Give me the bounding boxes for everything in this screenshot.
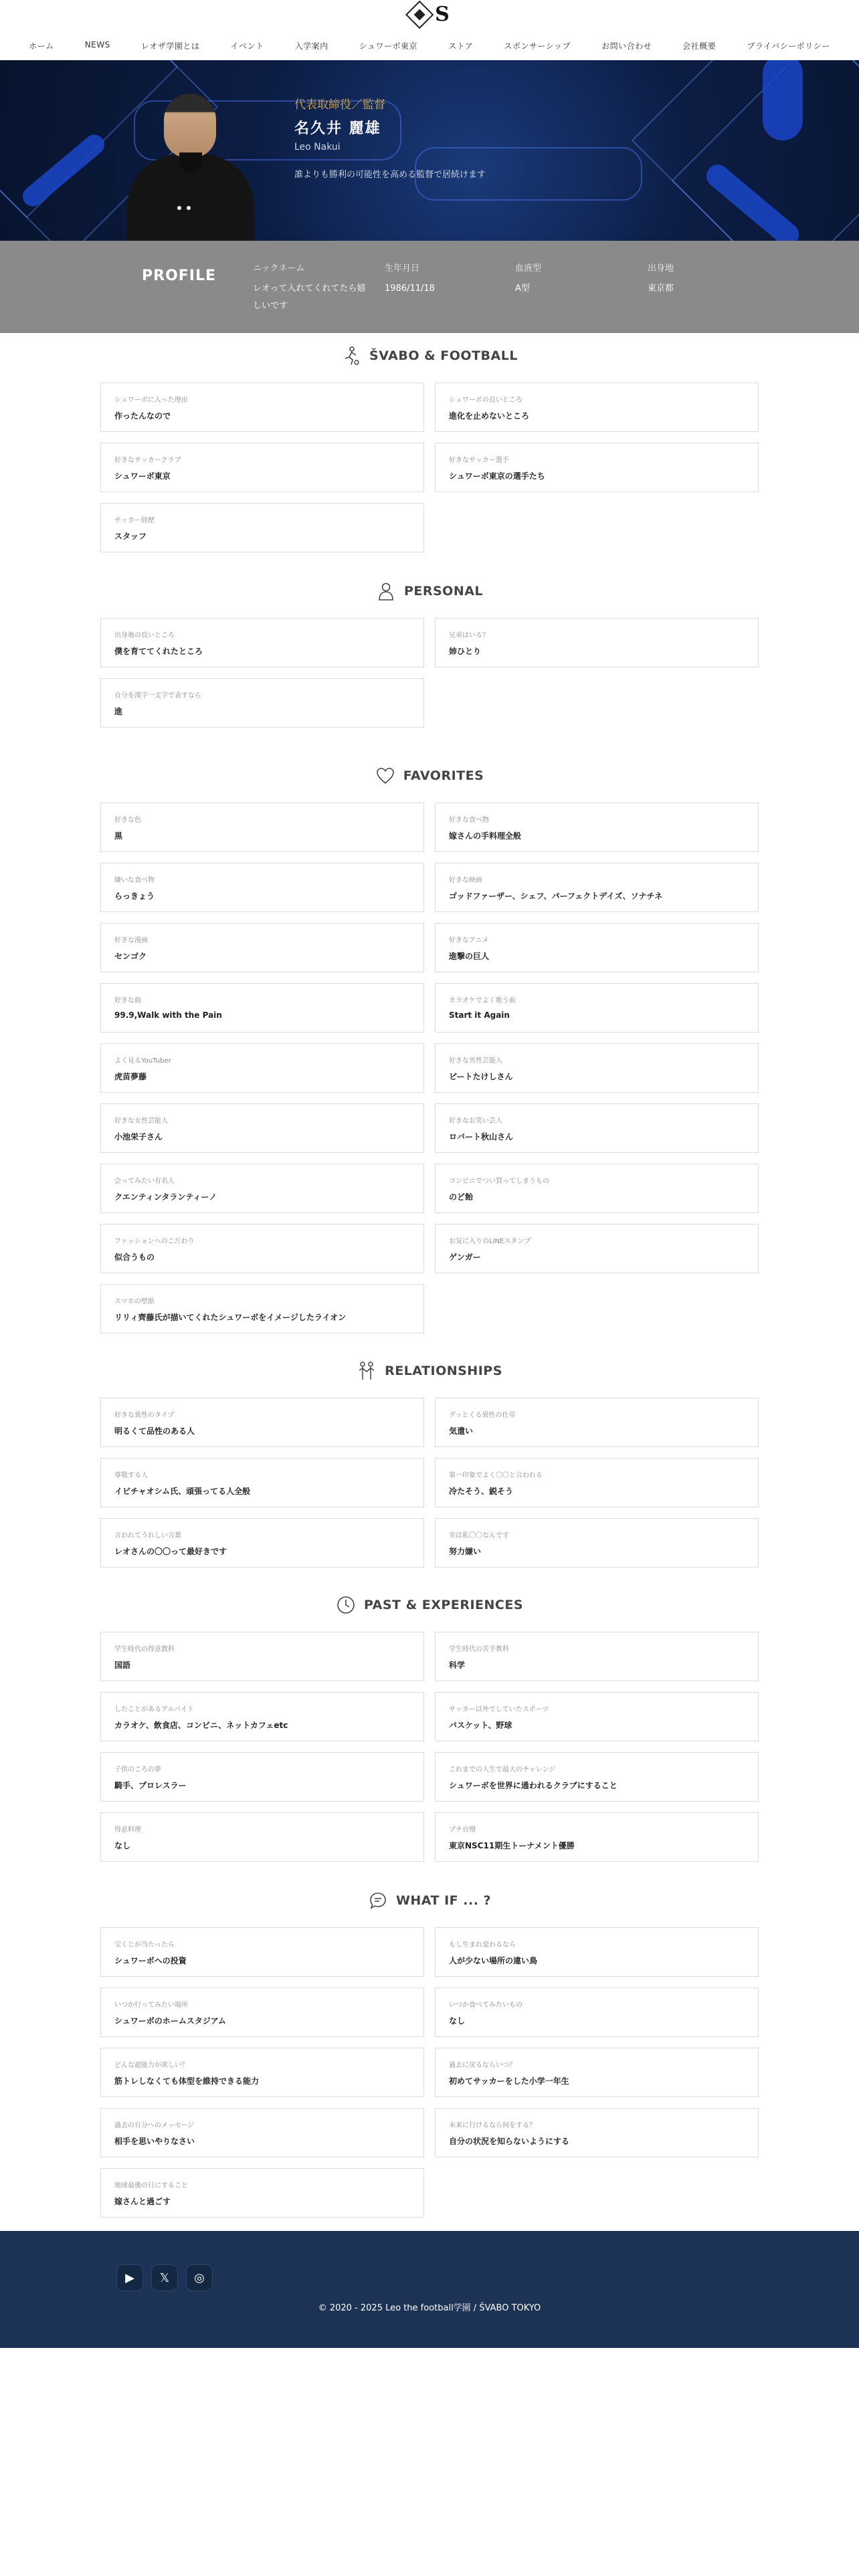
qa-question: 子供のころの夢 [114,1766,161,1774]
qa-card [435,2108,759,2157]
qa-card [435,1927,759,1977]
qa-question: 出身地の良いところ [114,632,175,639]
section-header [0,1887,859,1914]
qa-question: 実は私〇〇なんです [449,1532,509,1539]
qa-question: もし生まれ変わるなら [449,1941,516,1949]
qa-question: 好きなお笑い芸人 [449,1117,502,1125]
qa-card [435,1752,759,1802]
section-title: ŠVABO & FOOTBALL [369,348,518,363]
qa-answer: なし [114,1841,131,1850]
qa-answer: ピートたけしさん [449,1072,513,1081]
qa-card [435,1103,759,1153]
qa-grid [100,618,759,728]
qa-question: プチ自慢 [449,1826,476,1834]
qa-answer: 国語 [114,1660,131,1670]
qa-question: 好きな色 [114,817,141,824]
slider-dot[interactable] [177,206,181,210]
qa-card [435,443,759,492]
qa-answer: レオさんの〇〇って最好きです [114,1547,227,1556]
qa-question: 好きな異性のタイプ [114,1412,175,1419]
nav-event[interactable]: イベント [230,41,264,51]
nav-about[interactable]: レオザ学園とは [140,41,200,51]
qa-card [100,923,424,972]
qa-answer: 黒 [114,831,123,841]
qa-card [100,1927,424,1977]
qa-card [100,1752,424,1802]
nav-contact[interactable]: お問い合わせ [601,41,652,51]
qa-card [100,802,424,852]
people-icon [357,1361,377,1381]
qa-card [100,1284,424,1333]
qa-answer: 作ったんなので [114,411,171,421]
qa-question: 自分を漢字一文字で表すなら [114,692,201,700]
qa-question: 好きなサッカークラブ [114,457,181,464]
hero-roman-name: Leo Nakui [294,142,341,152]
clock-icon [336,1595,356,1615]
qa-card [435,1692,759,1741]
qa-card [435,1398,759,1447]
qa-card [435,618,759,667]
profile-title: PROFILE [142,267,217,284]
qa-question: 好きな女性芸能人 [114,1117,168,1125]
nav-home[interactable]: ホーム [29,41,54,51]
qa-question: 好きな漫画 [114,937,148,944]
qa-card [100,1692,424,1741]
qa-answer: 初めてサッカーをした小学一年生 [449,2076,569,2086]
qa-card [435,983,759,1033]
qa-question: 学生時代の苦手教科 [449,1646,509,1653]
qa-question: 言われてうれしい言葉 [114,1532,181,1539]
soccer-player-icon [341,346,361,366]
qa-card [100,2108,424,2157]
qa-answer: 嫁さんと過ごす [114,2197,171,2206]
qa-question: 地球最後の日にすること [114,2182,188,2189]
section-favorites [0,762,859,1322]
profile-strip [0,241,859,333]
qa-grid [100,383,759,552]
qa-question: したことがあるアルバイト [114,1706,194,1713]
site-footer [0,2231,859,2348]
qa-answer: 冷たそう、鋭そう [449,1487,514,1496]
section-title: WHAT IF ... ? [395,1893,492,1908]
section-title: PAST & EXPERIENCES [363,1598,524,1612]
qa-question: サッカー経歴 [114,517,155,524]
qa-answer: 東京NSC11期生トーナメント優勝 [449,1841,575,1850]
qa-question: よく見るYouTuber [114,1057,171,1065]
section-title: PERSONAL [403,584,484,599]
qa-question: 嫌いな食べ物 [114,877,155,884]
qa-question: 得意料理 [114,1826,141,1834]
qa-grid [100,1398,759,1568]
profile-value: 1986/11/18 [385,284,435,294]
qa-answer: 自分の状況を知らないようにする [449,2137,570,2146]
qa-question: 兄弟はいる？ [449,632,489,639]
profile-birthday [385,261,435,298]
qa-question: 好きな曲 [114,997,141,1004]
qa-card [435,1812,759,1862]
qa-answer: 人が少ない場所の違い鳥 [449,1956,538,1965]
qa-answer: 騎手、プロレスラー [114,1781,187,1790]
section-what-if [0,1887,859,2206]
qa-question: 過去に戻るならいつ？ [449,2062,516,2069]
qa-answer: 科学 [449,1660,466,1670]
qa-grid [100,1632,759,1862]
hero-banner [0,60,859,241]
qa-card [100,2168,424,2218]
slider-dot[interactable] [187,206,191,210]
qa-answer: ロバート秋山さん [449,1132,514,1142]
qa-question: ファッションへのこだわり [114,1238,195,1245]
qa-card [100,1164,424,1213]
nav-privacy[interactable]: プライバシーポリシー [747,41,830,51]
qa-answer: 気遣い [449,1426,474,1436]
chat-icon [368,1891,388,1911]
hero-text [294,95,486,180]
qa-question: 第一印象でよく〇〇と言われる [449,1472,543,1479]
qa-answer: らっきょう [114,891,155,901]
site-logo[interactable] [409,4,450,25]
qa-answer: 明るくて品性のある人 [114,1426,195,1436]
qa-answer: 努力嫌い [449,1547,482,1556]
qa-card [100,1632,424,1681]
profile-label: 血液型 [515,263,542,274]
qa-answer: Start it Again [449,1010,510,1020]
profile-blood-type [515,261,541,298]
qa-answer: シュワーボ東京 [114,471,171,481]
qa-question: シュワーボの良いところ [449,397,522,404]
qa-answer: リリィ齊藤氏が描いてくれたシュワーボをイメージしたライオン [114,1313,347,1322]
nav-news[interactable]: NEWS [84,40,110,49]
profile-value: A型 [515,284,530,294]
qa-card [435,383,759,432]
qa-answer: 虎苗夢藤 [114,1072,147,1081]
profile-hometown [648,261,674,298]
qa-card [100,678,424,728]
qa-card [100,503,424,552]
qa-question: コンビニでつい買ってしまうもの [449,1178,549,1185]
qa-question: スマホの壁紙 [114,1298,155,1305]
nav-sponsorship[interactable]: スポンサーシップ [504,41,571,51]
profile-nickname [253,261,367,315]
qa-answer: 進化を止めないところ [449,411,530,421]
x-icon[interactable]: 𝕏 [151,2264,178,2291]
section-relationships [0,1358,859,1556]
qa-answer: ゴッドファーザー、シェフ、パーフェクトデイズ、ソナチネ [449,891,663,901]
profile-label: 生年月日 [385,263,420,274]
qa-card [100,2048,424,2097]
qa-question: 好きなアニメ [449,937,489,944]
qa-grid [100,802,759,1333]
decor-stroke [763,60,803,140]
qa-question: 好きな映画 [449,877,482,884]
copyright: © 2020 - 2025 Leo the football学園 / ŠVABO TOKYO [318,2303,541,2313]
qa-question: どんな超能力が欲しい？ [114,2062,188,2069]
profile-value: 東京都 [648,284,674,294]
qa-card [435,1988,759,2037]
qa-question: 宝くじが当たったら [114,1941,175,1949]
section-header [0,762,859,789]
s-logo-icon: S [435,3,450,26]
qa-card [435,923,759,972]
qa-answer: シュワーボ東京の選手たち [449,471,545,481]
qa-answer: 似合うもの [114,1253,155,1262]
qa-card [435,1632,759,1681]
hero-message: 誰よりも勝利の可能性を高める監督で居続けます [294,170,486,180]
qa-question: 未来に行けるなら何をする？ [449,2122,536,2129]
qa-answer: 小池栄子さん [114,1132,163,1142]
section-header [0,342,859,369]
qa-answer: スタッフ [114,532,147,541]
qa-answer: バスケット、野球 [449,1721,512,1730]
qa-answer: シュワーボへの投資 [114,1956,187,1965]
qa-card [435,863,759,912]
nav-store[interactable]: ストア [448,41,474,51]
qa-question: お気に入りのLINEスタンプ [449,1238,531,1245]
qa-answer: 相手を思いやりなさい [114,2137,195,2146]
qa-question: これまでの人生で最大のチャレンジ [449,1766,556,1774]
youtube-icon[interactable]: ▶ [116,2264,143,2291]
social-links [116,2264,213,2291]
qa-answer: 99.9,Walk with the Pain [114,1010,222,1020]
qa-question: シュワーボに入った理由 [114,397,188,404]
qa-question: 過去の自分へのメッセージ [114,2122,195,2129]
qa-question: 学生時代の得意教科 [114,1646,175,1653]
qa-card [100,1103,424,1153]
qa-card [100,1812,424,1862]
qa-card [100,618,424,667]
qa-card [435,1164,759,1213]
heart-icon [375,766,395,786]
qa-answer: 筋トレしなくても体型を維持できる能力 [114,2076,260,2086]
qa-answer: なし [449,2016,466,2026]
section-past-experiences [0,1592,859,1850]
qa-question: カラオケでよく歌う曲 [449,997,516,1004]
qa-card [435,2048,759,2097]
qa-question: 尊敬する人 [114,1472,148,1479]
qa-card [435,1224,759,1273]
section-title: RELATIONSHIPS [385,1364,502,1378]
qa-card [100,1224,424,1273]
qa-card [100,1988,424,2037]
qa-answer: シュワーボのホームスタジアム [114,2016,226,2026]
qa-card [435,1458,759,1507]
qa-answer: 僕を育ててくれたところ [114,647,203,656]
qa-card [100,1518,424,1568]
qa-card [100,983,424,1033]
qa-grid [100,1927,759,2218]
qa-answer: イビチャオシム氏、頑張ってる人全般 [114,1487,251,1496]
slider-dots [177,206,191,210]
person-icon [376,581,396,601]
qa-question: いつか行ってみたい場所 [114,2002,188,2009]
qa-card [100,863,424,912]
nav-svabo-tokyo[interactable]: シュワーボ東京 [359,41,418,51]
qa-answer: ゲンガー [449,1253,481,1262]
hero-role: 代表取締役／監督 [294,98,385,112]
section-header [0,1592,859,1618]
qa-card [100,1458,424,1507]
section-header [0,1358,859,1384]
qa-question: 好きな男性芸能人 [449,1057,502,1065]
qa-card [100,1043,424,1093]
section-personal [0,578,859,716]
qa-question: いつか食べてみたいもの [449,2002,522,2009]
qa-card [435,1518,759,1568]
nav-admission[interactable]: 入学案内 [294,41,328,51]
qa-answer: 姉ひとり [449,647,482,656]
qa-card [100,1398,424,1447]
profile-label: 出身地 [648,263,674,274]
instagram-icon[interactable]: ◎ [186,2264,213,2291]
diamond-logo-icon [405,1,434,29]
qa-answer: 嫁さんの手料理全般 [449,831,522,841]
qa-card [435,802,759,852]
qa-question: サッカー以外でしていたスポーツ [449,1706,549,1713]
qa-answer: 進撃の巨人 [449,952,490,961]
qa-card [435,1043,759,1093]
qa-card [100,383,424,432]
site-header [0,0,859,60]
qa-answer: カラオケ、飲食店、コンビニ、ネットカフェetc [114,1721,288,1730]
profile-label: ニックネーム [253,263,305,274]
qa-question: 好きな食べ物 [449,817,489,824]
main-nav [0,40,859,51]
hero-name: 名久井 麗雄 [294,120,381,137]
profile-value: レオって入れてくれてたら嬉しいです [253,284,366,311]
qa-answer: クエンティンタランティーノ [114,1192,217,1202]
section-title: FAVORITES [403,768,484,783]
qa-card [100,443,424,492]
qa-question: 会ってみたい有名人 [114,1178,175,1185]
qa-question: 好きなサッカー選手 [449,457,509,464]
nav-company[interactable]: 会社概要 [682,41,717,51]
qa-question: グッとくる異性の仕草 [449,1412,516,1419]
qa-answer: のど飴 [449,1192,474,1202]
qa-answer: シュワーボを世界に通われるクラブにすること [449,1781,617,1790]
coach-portrait [127,74,254,241]
qa-answer: 進 [114,707,123,716]
section-header [0,578,859,605]
section-svabo-football [0,342,859,541]
qa-answer: センゴク [114,952,147,961]
